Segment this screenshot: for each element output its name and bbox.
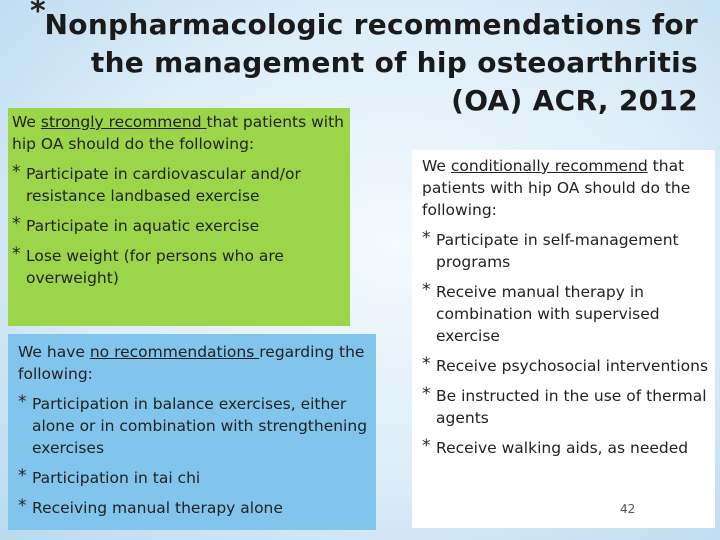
list-item-text: Participation in balance exercises, either alone or in combination with strengthening exercises xyxy=(32,395,368,457)
star-bullet-icon: * xyxy=(18,392,27,412)
list-item-text: Receive walking aids, as needed xyxy=(436,439,689,457)
strong-recommendations-box xyxy=(8,108,350,326)
none-intro xyxy=(18,341,370,385)
list-item xyxy=(18,497,370,519)
star-bullet-icon: * xyxy=(422,354,431,374)
none-intro-prefix: We have xyxy=(18,343,90,361)
list-item-text: Be instructed in the use of thermal agents xyxy=(436,387,707,427)
title-bullet-icon: * xyxy=(30,0,46,29)
star-bullet-icon: * xyxy=(422,228,431,248)
strong-intro-suffix: that patients with hip OA should do the following: xyxy=(12,113,344,153)
page-number: 42 xyxy=(620,502,636,516)
list-item-text: Receive psychosocial interventions xyxy=(436,357,709,375)
conditional-intro-prefix: We xyxy=(422,157,451,175)
star-bullet-icon: * xyxy=(12,214,21,234)
star-bullet-icon: * xyxy=(18,466,27,486)
star-bullet-icon: * xyxy=(12,162,21,182)
star-bullet-icon: * xyxy=(422,384,431,404)
list-item-text: Participation in tai chi xyxy=(32,469,201,487)
list-item xyxy=(422,229,713,273)
conditional-intro-emphasis: conditionally recommend xyxy=(450,157,648,175)
conditional-intro-suffix: that patients with hip OA should do the following: xyxy=(422,157,691,219)
none-intro-emphasis: no recommendations xyxy=(89,343,260,361)
list-item xyxy=(12,245,344,289)
list-item-text: Lose weight (for persons who are overweight) xyxy=(26,247,284,287)
list-item xyxy=(422,281,713,347)
star-bullet-icon: * xyxy=(422,280,431,300)
list-item xyxy=(18,393,370,459)
list-item-text: Receive manual therapy in combination with supervised exercise xyxy=(436,283,660,345)
list-item-text: Participate in self-management programs xyxy=(436,231,679,271)
strong-intro-prefix: We xyxy=(12,113,41,131)
list-item xyxy=(18,467,370,489)
conditional-recommendations-box xyxy=(412,150,715,528)
strong-intro-emphasis: strongly recommend xyxy=(40,113,207,131)
star-bullet-icon: * xyxy=(12,244,21,264)
strong-list xyxy=(12,163,344,289)
none-list xyxy=(18,393,370,519)
list-item-text: Participate in cardiovascular and/or resistance landbased exercise xyxy=(26,165,301,205)
slide-title: Nonpharmacologic recommendations for the management of hip osteoarthritis (OA) ACR, 2012 xyxy=(44,8,698,117)
strong-intro xyxy=(12,111,344,155)
list-item-text: Participate in aquatic exercise xyxy=(26,217,260,235)
list-item xyxy=(422,437,713,459)
star-bullet-icon: * xyxy=(422,436,431,456)
no-recommendations-box xyxy=(8,334,376,530)
list-item xyxy=(422,385,713,429)
conditional-intro xyxy=(422,155,713,221)
list-item xyxy=(12,215,344,237)
list-item xyxy=(12,163,344,207)
conditional-list xyxy=(422,229,713,459)
list-item-text: Receiving manual therapy alone xyxy=(32,499,283,517)
list-item xyxy=(422,355,713,377)
star-bullet-icon: * xyxy=(18,496,27,516)
none-intro-suffix: regarding the following: xyxy=(18,343,365,383)
